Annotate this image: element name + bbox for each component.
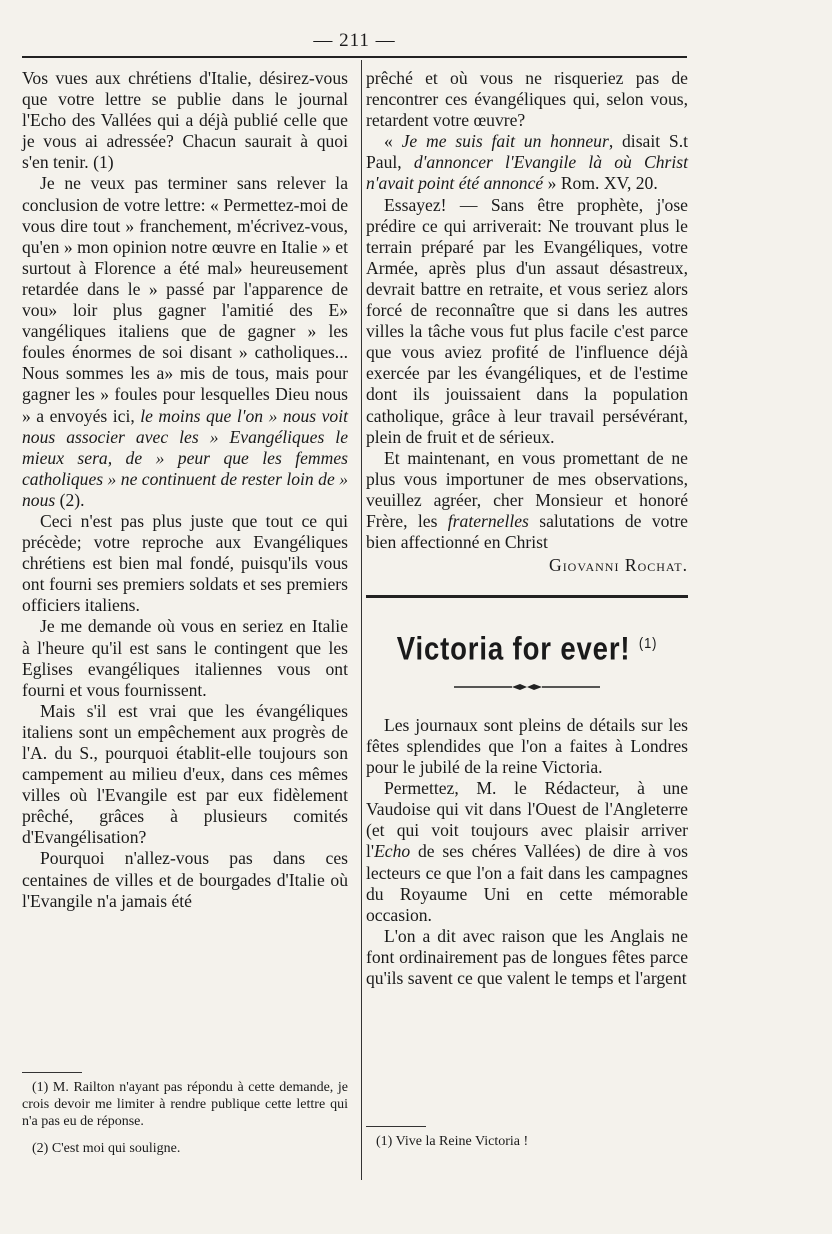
- quote-text: Je ne veux pas terminer sans relever la conclusion de votre lettre: « Permettez-moi de vous dire tout » franchement, m'écrivez-vous, qu'en » mon opinion notre œuvre en Italie » et surtout à Florence a été mal» heureusement retardée dans le » passé par l'apparence de vou» loir plus gagner l'amitié des E» vangéliques italiens que de gagner » les foules énormes de soi disant » catholiques... Nous sommes les a» mis de tous, mais pour gagner les » foules pour lesquelles Dieu nous » a envoyés ici,: [22, 173, 348, 426]
- right-footnotes: [366, 1126, 688, 1150]
- left-paragraph-5: Mais s'il est vrai que les évangéliques italiens sont un empêchement aux progrès de l'A. du S., pourquoi établit-elle toujours son campement au milieu d'eux, dans ces mêmes villes où l'Evangile est par eux fidèlement prêché, grâces à plusieurs comités d'Evangélisation?: [22, 700, 348, 848]
- paul-quote: [366, 131, 688, 194]
- footnote-rule-right: [366, 1126, 426, 1127]
- signature: Giovanni Rochat.: [548, 555, 688, 576]
- article-para2-rest: de ses chéres Vallées) de dire à vos lecteurs ce que l'on a fait dans les campagnes du Royaume Uni en cette mémorable occasion.: [366, 841, 688, 925]
- article-paragraph-1: Les journaux sont pleins de détails sur les fêtes splendides que l'on a faites à Londres pour le jubilé de la reine Victoria.: [366, 714, 688, 778]
- ornament-icon: [452, 681, 602, 693]
- footnote-2: (2) C'est moi qui souligne.: [32, 1141, 181, 1156]
- closing-italic: fraternelles: [447, 510, 529, 531]
- echo-word: Echo: [374, 841, 411, 862]
- quote-italic-1: Je me suis fait un honneur: [401, 131, 609, 152]
- left-paragraph-1: Vos vues aux chrétiens d'Italie, désirez-vous que votre lettre se publie dans le journal l'Echo des Vallées qui a déjà publié celle que je vous ai adressée? Chacun saurait à quoi s'en tenir. (1): [22, 68, 348, 173]
- footnote-right-1: (1) Vive la Reine Victoria !: [376, 1134, 529, 1149]
- left-paragraph-3: Ceci n'est pas plus juste que tout ce qui précède; votre reproche aux Evangéliques chrétiens est bien mal fondé, puisqu'ils vous ont fourni ses premiers soldats et ses premiers officiers italiens.: [22, 510, 348, 616]
- article-title: [389, 626, 666, 667]
- closing-text: Et maintenant, en vous promettant de ne plus vous importuner de mes observations, veuillez agréer, cher Monsieur et honoré Frère, les: [366, 447, 688, 531]
- article-separator: [366, 595, 688, 598]
- left-column: [22, 68, 348, 912]
- right-paragraph-1: prêché et où vous ne risqueriez pas de rencontrer ces évangéliques qui, selon vous, retardent votre œuvre?: [366, 68, 688, 131]
- right-column: [366, 68, 688, 989]
- left-paragraph-4: Je me demande où vous en seriez en Italie à l'heure qu'il est sans le contingent que les Eglises evangéliques italiennes vous ont fourni et vous fournissent.: [22, 616, 348, 700]
- quote-mid: , disait S.t Paul,: [366, 131, 688, 173]
- left-paragraph-6: Pourquoi n'allez-vous pas dans ces centaines de villes et de bourgades d'Italie où l'Evangile n'a jamais été: [22, 848, 348, 911]
- quote-close: » Rom. XV, 20.: [543, 173, 658, 194]
- article-title-note: (1): [638, 635, 658, 653]
- quote-italic: le moins que l'on » nous voit nous associer avec les » Evangéliques le mieux sera, de » peur que les femmes catholiques » ne continuent de rester loin de » nous: [22, 405, 349, 510]
- footnote-1: (1) M. Railton n'ayant pas répondu à cette demande, je crois devoir me limiter à rendre publique cette lettre qui n'a pas eu de réponse.: [22, 1080, 348, 1129]
- page-number: — 211 —: [313, 30, 396, 51]
- article-para2-start: Permettez, M. le Rédacteur, à une Vaudoise qui vit dans l'Ouest de l'Angleterre (et qui voit toujours avec plaisir arriver l': [366, 778, 688, 862]
- closing-rest: salutations de votre bien affectionné en Christ: [366, 510, 688, 553]
- footnote-rule: [22, 1072, 82, 1073]
- right-paragraph-2: Essayez! — Sans être prophète, j'ose prédire ce qui arriverait: Ne trouvant plus le terrain préparé par les Evangéliques, votre Armée, après plus d'un assaut désastreux, devrait battre en retraite, et vous seriez alors forcé de reconnaître que si dans les autres villes la tâche vous fut plus facile c'est parce que vous aviez profité de l'influence déjà exercée par les évangéliques, et de l'estime dont ils jouissaient dans la population catholique, grâce à leur travail persévérant, plein de fruit et de sérieux.: [366, 194, 688, 447]
- column-divider: [361, 60, 362, 1180]
- article-paragraph-3: L'on a dit avec raison que les Anglais ne font ordinairement pas de longues fêtes parce qu'ils savent ce que valent le temps et l'argent: [366, 925, 688, 989]
- header-rule: [22, 56, 687, 58]
- left-footnotes: [22, 1072, 348, 1157]
- page-header: [22, 30, 687, 62]
- right-paragraph-3: [366, 448, 688, 553]
- quote-italic-2: d'annoncer l'Evangile là où Christ n'avait point été annoncé: [366, 152, 688, 194]
- left-paragraph-2: [22, 173, 348, 511]
- article-title-text: Victoria for ever!: [396, 630, 631, 667]
- quote-ref: (2).: [55, 489, 85, 510]
- article-paragraph-2: [366, 778, 688, 926]
- quote-open: «: [384, 131, 402, 152]
